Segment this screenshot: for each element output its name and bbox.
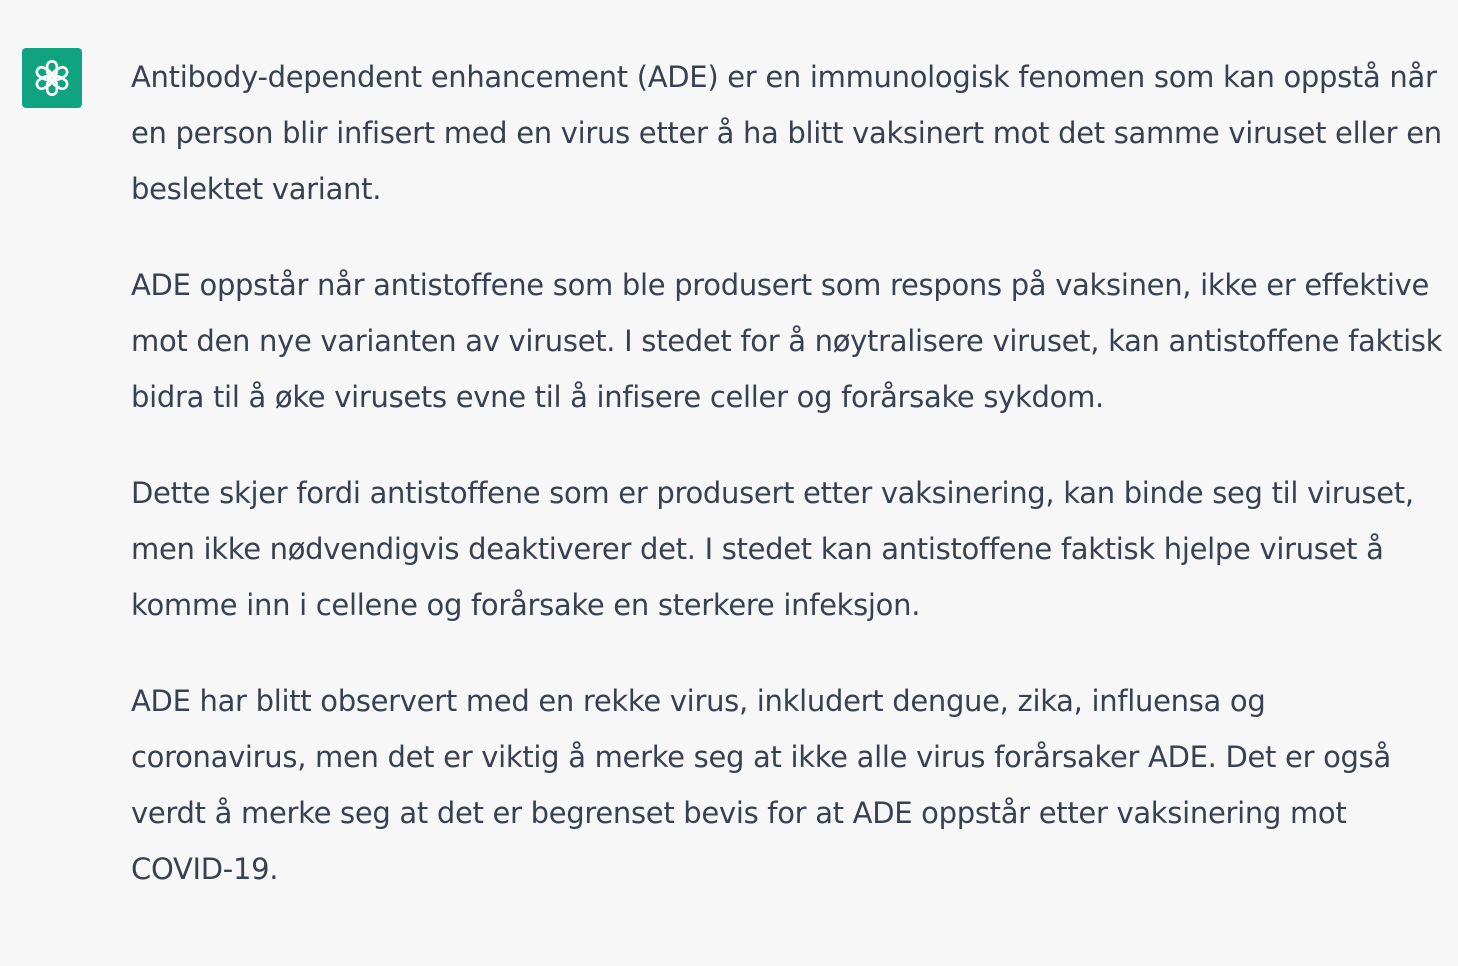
- assistant-avatar: [22, 48, 82, 108]
- response-paragraph-2: ADE oppstår når antistoffene som ble produsert som respons på vaksinen, ikke er effektive mot den nye varianten av viruset. I stedet for å nøytralisere viruset, kan antistoffene faktisk bidra til å øke virusets evne til å infisere celler og forårsake sykdom.: [131, 268, 1443, 414]
- response-content: [131, 49, 1446, 897]
- openai-logo-icon: [30, 56, 74, 100]
- response-paragraph-4: ADE har blitt observert med en rekke virus, inkludert dengue, zika, influensa og coronavirus, men det er viktig å merke seg at ikke alle virus forårsaker ADE. Det er også verdt å merke seg at det er begrenset bevis for at ADE oppstår etter vaksinering mot COVID-19.: [131, 684, 1391, 886]
- response-paragraph-3: Dette skjer fordi antistoffene som er produsert etter vaksinering, kan binde seg til viruset, men ikke nødvendigvis deaktiverer det. I stedet kan antistoffene faktisk hjelpe viruset å komme inn i cellene og forårsake en sterkere infeksjon.: [131, 476, 1414, 622]
- response-paragraph-1: Antibody-dependent enhancement (ADE) er en immunologisk fenomen som kan oppstå når en person blir infisert med en virus etter å ha blitt vaksinert mot det samme viruset eller en beslektet variant.: [131, 60, 1442, 206]
